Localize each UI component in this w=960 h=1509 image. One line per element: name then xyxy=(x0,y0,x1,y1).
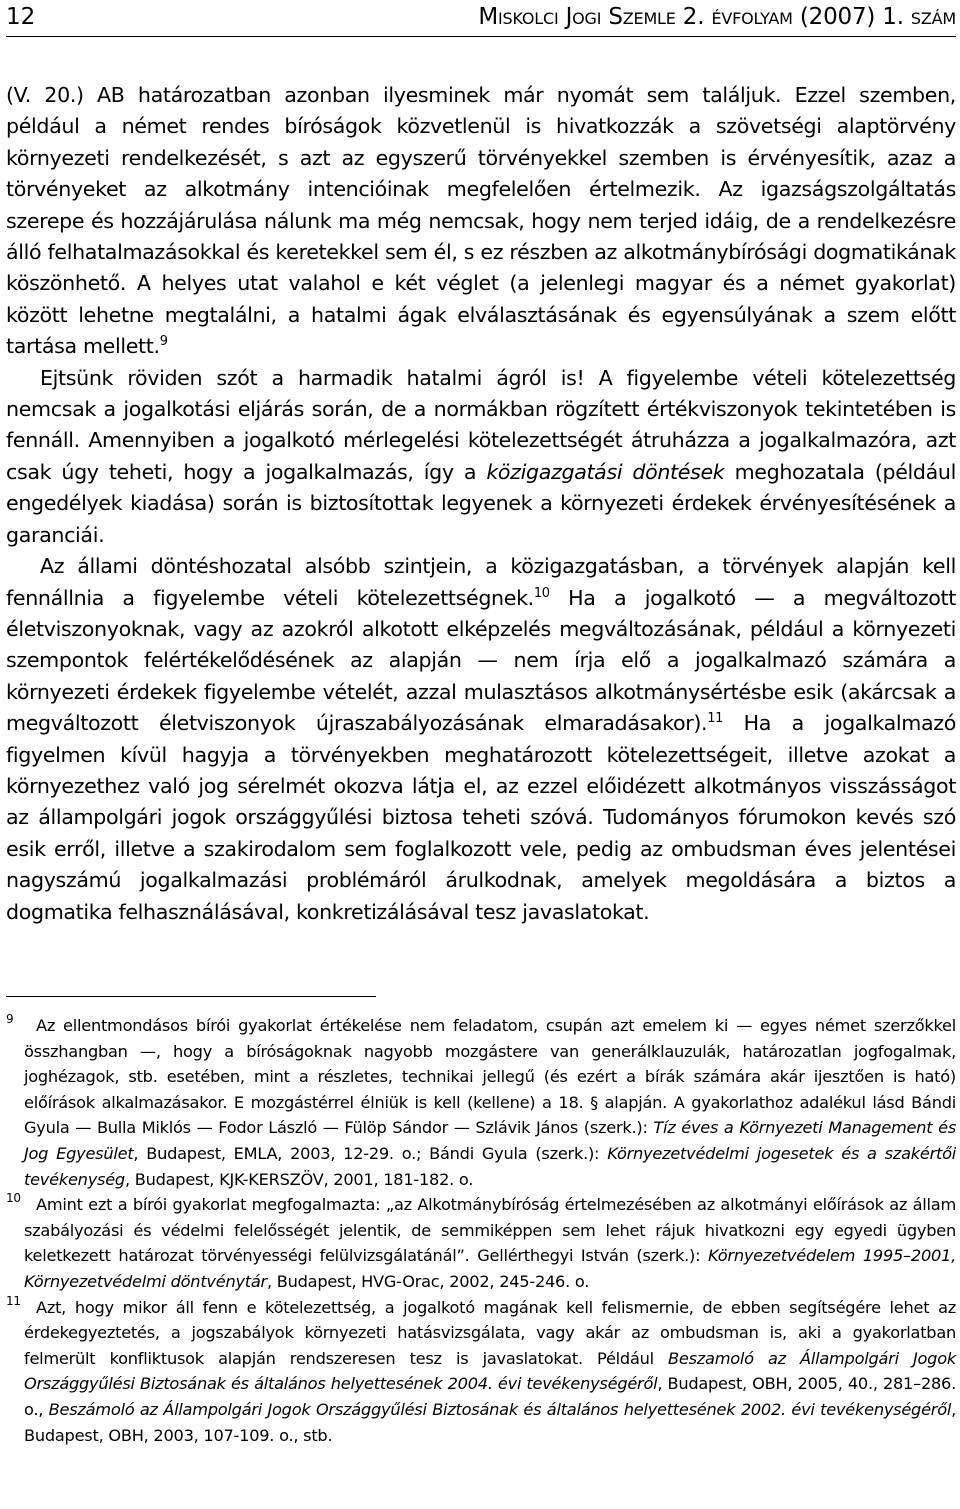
footnote-9-text-b: , Budapest, EMLA, 2003, 12-29. o.; Bándi Gyula (szerk.): xyxy=(133,1143,608,1163)
footnote-9-text-a: Az ellentmondásos bírói gyakorlat értékelése nem feladatom, csupán azt emelem ki — egyes német szerzőkkel összhangban —, hogy a bíróságoknak nagyobb mozgástere van generálklauzulák, határozatlan jogfogalmak, joghézagok, stb. esetében, mint a részletes, technikai jellegű (és ezért a bírák számára akár ijesztően is ható) előírások alkalmazásakor. E mozgástérrel élniük is kell (kellene) a 18. § alapján. A gyakorlathoz adalékul lásd Bándi Gyula — Bulla Miklós — Fodor László — Fülöp Sándor — Szlávik János (szerk.): xyxy=(24,1016,956,1138)
paragraph-1 xyxy=(6,80,956,363)
page-header xyxy=(6,0,956,37)
paragraph-2-italic: közigazgatási döntések xyxy=(486,459,725,484)
footnote-mark-10: 10 xyxy=(6,1191,21,1206)
footnote-11-text-b: , Budapest, OBH, 2005, 40., 281–286. o., xyxy=(24,1374,956,1419)
footnote-mark-11: 11 xyxy=(6,1293,21,1308)
page-number: 12 xyxy=(6,4,36,30)
footnote-10-italic-1: Környezetvédelem 1995–2001, Környezetvédelmi döntvénytár xyxy=(24,1246,956,1291)
footnote-11-italic-1: Beszamoló az Állampolgári Jogok Országgyűlési Biztosának és általános helyettesének 2004. évi tevékenységéről xyxy=(24,1348,956,1394)
paragraph-2-text-b: meghozatala (például engedélyek kiadása) során is biztosítottak legyenek a környezeti érdekek érvényesítésének a garanciái. xyxy=(6,459,956,547)
running-title: Miskolci Jogi Szemle 2. évfolyam (2007) 1. szám xyxy=(478,4,956,30)
footnote-10 xyxy=(6,1192,956,1294)
paragraph-2 xyxy=(6,363,956,551)
paragraph-3-text-a: Az állami döntéshozatal alsóbb szintjein, a közigazgatásban, a törvények alapján kell fennállnia a figyelembe vételi kötelezettségnek. xyxy=(6,554,956,610)
footnote-9-text-c: , Budapest, KJK-KERSZÖV, 2001, 181-182. o. xyxy=(124,1169,474,1189)
footnote-ref-9[interactable]: 9 xyxy=(159,334,168,350)
paragraph-3-text-b: Ha a jogalkotó — a megváltozott életviszonyoknak, vagy az azokról alkotott elképzelés megváltozásának, például a környezeti szempontok felértékelődésének az alapján — nem írja elő a jogalkalmazó számára a környezeti érdekek figyelembe vételét, azzal mulasztásos alkotmánysértésbe esik (akárcsak a megváltozott életviszonyok újraszabályozásának elmaradásakor). xyxy=(6,585,956,736)
footnote-9 xyxy=(6,1013,956,1192)
footnote-mark-9: 9 xyxy=(6,1012,14,1026)
paragraph-2-text-a: Ejtsünk röviden szót a harmadik hatalmi ágról is! A figyelembe vételi kötelezettség nemcsak a jogalkotási eljárás során, de a normákban rögzített értékviszonyok tekintetében is fennáll. Amennyiben a jogalkotó mérlegelési kötelezettségét átruházza a jogalkalmazóra, azt csak úgy teheti, hogy a jogalkalmazás, így a xyxy=(6,365,956,484)
footnote-separator xyxy=(6,996,376,997)
footnote-9-italic-2: Környezetvédelmi jogesetek és a szakértői tevékenység xyxy=(24,1143,956,1189)
main-text xyxy=(6,80,956,928)
paragraph-3 xyxy=(6,551,956,928)
footnote-11-text-c: , Budapest, OBH, 2003, 107-109. o., stb. xyxy=(24,1399,957,1445)
footnote-10-text-b: , Budapest, HVG-Orac, 2002, 245-246. o. xyxy=(266,1271,590,1291)
footnote-10-text-a: Amint ezt a bírói gyakorlat megfogalmazta: „az Alkotmánybíróság értelmezésében az alkotmányi előírások az állam szabályozási és védelmi felelősségét jelentik, de semmiképpen sem lehet rájuk hivatkozni egy egyedi ügyben keletkezett határozat törvényességi felülvizsgálatánál”. Gellérthegyi István (szerk.): xyxy=(24,1195,956,1266)
paragraph-3-text-c: Ha a jogalkalmazó figyelmen kívül hagyja a törvényekben meghatározott kötelezettségeit, illetve azokat a környezethez való jog sérelmét okozva látja el, az ezzel előidézett alkotmányos visszásságot az állampolgári jogok országgyűlési biztosa teheti szóvá. Tudományos fórumokon kevés szó esik erről, illetve a szakirodalom sem foglalkozott vele, pedig az ombudsman éves jelentései nagyszámú jogalkalmazási problémáról árulkodnak, amelyek megoldására a biztos a dogmatika felhasználásával, konkretizálásával tesz javaslatokat. xyxy=(6,711,956,924)
footnote-11-italic-2: Beszámoló az Állampolgári Jogok Országgyűlési Biztosának és általános helyettesének 2002. évi tevékenységéről xyxy=(48,1399,952,1419)
footnote-11 xyxy=(6,1295,956,1449)
footnote-ref-11[interactable]: 11 xyxy=(707,711,724,727)
footnote-9-italic-1: Tíz éves a Környezeti Management és Jog Egyesület xyxy=(24,1118,956,1163)
footnote-11-text-a: Azt, hogy mikor áll fenn e kötelezettség, a jogalkotó magának kell felismernie, de ebben segítségére lehet az érdekegyeztetés, a jogszabályok környezeti hatásvizsgálata, vagy akár az ombudsman is, aki a gyakorlatban felmerült konfliktusok alapján rendszeresen tesz is javaslatokat. Például xyxy=(24,1297,956,1368)
paragraph-1-text: (V. 20.) AB határozatban azonban ilyesminek már nyomát sem találjuk. Ezzel szemben, például a német rendes bíróságok közvetlenül is hivatkozzák a szövetségi alaptörvény környezeti rendelkezését, s azt az egyszerű törvényekkel szemben is érvényesítik, azaz a törvényeket az alkotmány intencióinak megfelelően értelmezik. Az igazságszolgáltatás szerepe és hozzájárulása nálunk ma még nemcsak, hogy nem terjed idáig, de a rendelkezésre álló felhatalmazásokkal és keretekkel sem él, s ez részben az alkotmánybírósági dogmatikának köszönhető. A helyes utat valahol e két véglet (a jelenlegi magyar és a német gyakorlat) között lehetne megtalálni, a hatalmi ágak elválasztásának és egyensúlyának a szem előtt tartása mellett. xyxy=(6,83,956,359)
footnotes xyxy=(6,1013,956,1448)
footnote-ref-10[interactable]: 10 xyxy=(533,585,550,601)
